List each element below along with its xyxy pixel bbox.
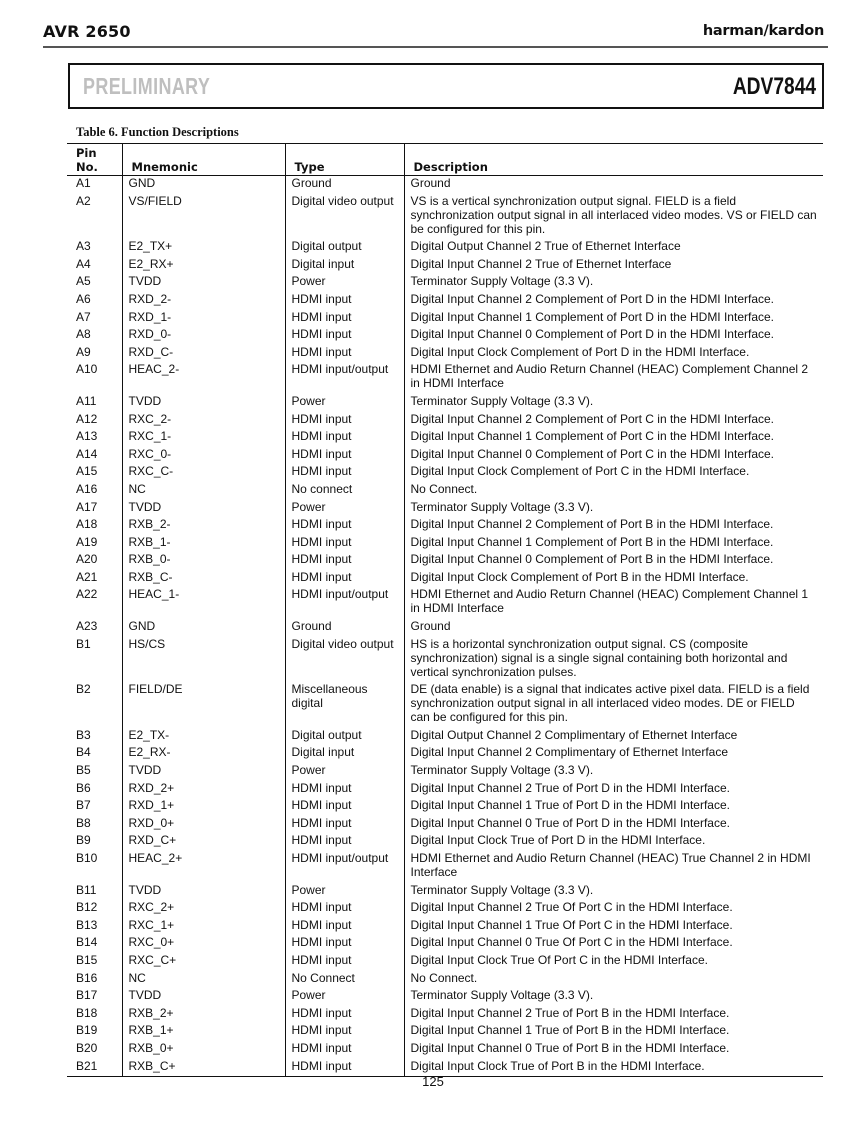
- pin-cell: B20: [76, 1040, 98, 1055]
- description-cell: Digital Input Channel 1 Complement of Port D in the HDMI Interface.: [404, 310, 823, 328]
- type-cell: HDMI input: [285, 833, 404, 851]
- header-mnemonic: Mnemonic: [122, 144, 285, 176]
- description-cell: No Connect.: [404, 971, 823, 989]
- mnemonic-cell: RXB_C-: [122, 570, 285, 588]
- mnemonic-cell: RXB_2-: [122, 517, 285, 535]
- table-row: [67, 345, 823, 363]
- mnemonic-cell: HEAC_1-: [122, 587, 285, 619]
- type-cell: Power: [285, 763, 404, 781]
- type-cell: Digital video output: [285, 637, 404, 683]
- type-cell: HDMI input: [285, 327, 404, 345]
- mnemonic-cell: TVDD: [122, 763, 285, 781]
- description-cell: HS is a horizontal synchronization output signal. CS (composite synchronization) signal is a single signal containing both horizontal and vertical synchronization pulses.: [404, 637, 823, 683]
- pin-cell: B8: [76, 815, 91, 830]
- description-cell: Digital Input Clock True Of Port C in the HDMI Interface.: [404, 953, 823, 971]
- type-cell: HDMI input: [285, 1041, 404, 1059]
- mnemonic-cell: RXC_2-: [122, 412, 285, 430]
- mnemonic-cell: E2_RX-: [122, 745, 285, 763]
- type-cell: HDMI input: [285, 570, 404, 588]
- table-row: [67, 394, 823, 412]
- table-row: [67, 274, 823, 292]
- mnemonic-cell: FIELD/DE: [122, 682, 285, 728]
- mnemonic-cell: RXC_1-: [122, 429, 285, 447]
- type-cell: HDMI input: [285, 1006, 404, 1024]
- type-cell: HDMI input: [285, 464, 404, 482]
- mnemonic-cell: HEAC_2-: [122, 362, 285, 394]
- description-cell: Digital Input Channel 2 True of Port D in the HDMI Interface.: [404, 781, 823, 799]
- mnemonic-cell: RXC_0-: [122, 447, 285, 465]
- brand-logo: harman/kardon: [702, 23, 824, 39]
- description-cell: Digital Input Channel 0 Complement of Port B in the HDMI Interface.: [404, 552, 823, 570]
- mnemonic-cell: RXD_1+: [122, 798, 285, 816]
- mnemonic-cell: RXB_1+: [122, 1023, 285, 1041]
- pin-cell: A19: [76, 534, 98, 549]
- type-cell: Power: [285, 500, 404, 518]
- pin-cell: A11: [76, 393, 97, 408]
- table-row: [67, 883, 823, 901]
- description-cell: Terminator Supply Voltage (3.3 V).: [404, 274, 823, 292]
- type-cell: HDMI input/output: [285, 362, 404, 394]
- pin-cell: B9: [76, 833, 91, 848]
- table-row: [67, 816, 823, 834]
- table-row: [67, 745, 823, 763]
- table-row: [67, 953, 823, 971]
- mnemonic-cell: RXB_C+: [122, 1059, 285, 1077]
- table-row: [67, 798, 823, 816]
- mnemonic-cell: RXD_C+: [122, 833, 285, 851]
- type-cell: HDMI input: [285, 900, 404, 918]
- type-cell: Digital video output: [285, 194, 404, 240]
- mnemonic-cell: GND: [122, 619, 285, 637]
- pin-cell: B16: [76, 970, 98, 985]
- description-cell: HDMI Ethernet and Audio Return Channel (HEAC) Complement Channel 1 in HDMI Interface: [404, 587, 823, 619]
- table-row: [67, 310, 823, 328]
- mnemonic-cell: RXD_2-: [122, 292, 285, 310]
- description-cell: Digital Input Clock True of Port B in the HDMI Interface.: [404, 1059, 823, 1077]
- pin-cell: A3: [76, 239, 91, 254]
- mnemonic-cell: HEAC_2+: [122, 851, 285, 883]
- description-cell: Ground: [404, 619, 823, 637]
- table-row: [67, 851, 823, 883]
- type-cell: Digital output: [285, 728, 404, 746]
- description-cell: Digital Input Channel 1 Complement of Port C in the HDMI Interface.: [404, 429, 823, 447]
- type-cell: HDMI input/output: [285, 851, 404, 883]
- pin-cell: A2: [76, 193, 91, 208]
- pin-cell: A14: [76, 446, 98, 461]
- type-cell: HDMI input: [285, 798, 404, 816]
- table-caption: Table 6. Function Descriptions: [76, 125, 239, 139]
- type-cell: Miscellaneous digital: [285, 682, 404, 728]
- table-row: [67, 971, 823, 989]
- pin-cell: A6: [76, 291, 91, 306]
- description-cell: Terminator Supply Voltage (3.3 V).: [404, 763, 823, 781]
- pin-cell: B11: [76, 882, 97, 897]
- description-cell: Digital Input Channel 2 True of Port B in the HDMI Interface.: [404, 1006, 823, 1024]
- table-row: [67, 570, 823, 588]
- description-cell: Digital Input Channel 1 Complement of Port B in the HDMI Interface.: [404, 535, 823, 553]
- description-cell: Terminator Supply Voltage (3.3 V).: [404, 988, 823, 1006]
- type-cell: HDMI input/output: [285, 587, 404, 619]
- description-cell: Terminator Supply Voltage (3.3 V).: [404, 394, 823, 412]
- pin-cell: A13: [76, 429, 98, 444]
- type-cell: HDMI input: [285, 918, 404, 936]
- table-row: [67, 1023, 823, 1041]
- table-row: [67, 429, 823, 447]
- type-cell: No connect: [285, 482, 404, 500]
- type-cell: Power: [285, 394, 404, 412]
- pin-cell: A22: [76, 587, 98, 602]
- pin-cell: A16: [76, 481, 98, 496]
- type-cell: HDMI input: [285, 517, 404, 535]
- table-row: [67, 935, 823, 953]
- page-number: 125: [422, 1074, 444, 1089]
- type-cell: Ground: [285, 619, 404, 637]
- mnemonic-cell: HS/CS: [122, 637, 285, 683]
- description-cell: Digital Input Channel 1 True of Port B in the HDMI Interface.: [404, 1023, 823, 1041]
- description-cell: Digital Input Channel 0 True Of Port C in the HDMI Interface.: [404, 935, 823, 953]
- pin-cell: B1: [76, 636, 91, 651]
- mnemonic-cell: RXD_0+: [122, 816, 285, 834]
- mnemonic-cell: RXD_2+: [122, 781, 285, 799]
- table-row: [67, 535, 823, 553]
- type-cell: HDMI input: [285, 535, 404, 553]
- table-row: [67, 763, 823, 781]
- type-cell: Ground: [285, 176, 404, 194]
- type-cell: HDMI input: [285, 953, 404, 971]
- type-cell: HDMI input: [285, 816, 404, 834]
- description-cell: Digital Input Channel 0 Complement of Port D in the HDMI Interface.: [404, 327, 823, 345]
- mnemonic-cell: RXC_C+: [122, 953, 285, 971]
- pin-cell: B15: [76, 952, 98, 967]
- pin-cell: A5: [76, 274, 91, 289]
- pin-cell: B18: [76, 1005, 98, 1020]
- pin-cell: B5: [76, 763, 91, 778]
- type-cell: No Connect: [285, 971, 404, 989]
- page-header: [43, 20, 828, 48]
- description-cell: No Connect.: [404, 482, 823, 500]
- mnemonic-cell: TVDD: [122, 500, 285, 518]
- table-row: [67, 728, 823, 746]
- description-cell: Digital Input Channel 2 Complimentary of Ethernet Interface: [404, 745, 823, 763]
- mnemonic-cell: VS/FIELD: [122, 194, 285, 240]
- table-row: [67, 517, 823, 535]
- description-cell: Terminator Supply Voltage (3.3 V).: [404, 883, 823, 901]
- pin-cell: B13: [76, 917, 98, 932]
- description-cell: Digital Output Channel 2 True of Ethernet Interface: [404, 239, 823, 257]
- table-row: [67, 194, 823, 240]
- preliminary-label: PRELIMINARY: [83, 73, 211, 99]
- description-cell: HDMI Ethernet and Audio Return Channel (HEAC) Complement Channel 2 in HDMI Interface: [404, 362, 823, 394]
- table-row: [67, 781, 823, 799]
- description-cell: Digital Input Clock Complement of Port B in the HDMI Interface.: [404, 570, 823, 588]
- pin-cell: B12: [76, 900, 98, 915]
- table-row: [67, 900, 823, 918]
- mnemonic-cell: E2_RX+: [122, 257, 285, 275]
- type-cell: Power: [285, 274, 404, 292]
- description-cell: Ground: [404, 176, 823, 194]
- datasheet-banner: [68, 63, 824, 109]
- mnemonic-cell: RXB_1-: [122, 535, 285, 553]
- pin-cell: A15: [76, 464, 98, 479]
- mnemonic-cell: RXB_0+: [122, 1041, 285, 1059]
- type-cell: HDMI input: [285, 429, 404, 447]
- pin-cell: B14: [76, 935, 98, 950]
- type-cell: HDMI input: [285, 292, 404, 310]
- pin-cell: B3: [76, 727, 91, 742]
- table-row: [67, 587, 823, 619]
- part-number: ADV7844: [732, 73, 816, 100]
- description-cell: Digital Input Channel 2 True Of Port C in the HDMI Interface.: [404, 900, 823, 918]
- type-cell: HDMI input: [285, 345, 404, 363]
- description-cell: DE (data enable) is a signal that indicates active pixel data. FIELD is a field synchronization output signal in all interlaced video modes. DE or FIELD can be configured for this pin.: [404, 682, 823, 728]
- pin-cell: A17: [76, 499, 98, 514]
- description-cell: Terminator Supply Voltage (3.3 V).: [404, 500, 823, 518]
- pin-cell: A9: [76, 344, 91, 359]
- header-pin: Pin No.: [76, 146, 98, 174]
- description-cell: Digital Input Channel 1 True Of Port C in the HDMI Interface.: [404, 918, 823, 936]
- mnemonic-cell: NC: [122, 482, 285, 500]
- pin-cell: A21: [76, 569, 98, 584]
- mnemonic-cell: TVDD: [122, 394, 285, 412]
- description-cell: Digital Output Channel 2 Complimentary of Ethernet Interface: [404, 728, 823, 746]
- pin-cell: B7: [76, 798, 91, 813]
- table-row: [67, 1041, 823, 1059]
- mnemonic-cell: NC: [122, 971, 285, 989]
- mnemonic-cell: GND: [122, 176, 285, 194]
- pin-cell: A12: [76, 411, 98, 426]
- table-row: [67, 239, 823, 257]
- type-cell: Digital input: [285, 257, 404, 275]
- mnemonic-cell: TVDD: [122, 274, 285, 292]
- table-row: [67, 412, 823, 430]
- type-cell: HDMI input: [285, 310, 404, 328]
- description-cell: Digital Input Clock Complement of Port C in the HDMI Interface.: [404, 464, 823, 482]
- type-cell: HDMI input: [285, 552, 404, 570]
- description-cell: Digital Input Channel 0 True of Port B in the HDMI Interface.: [404, 1041, 823, 1059]
- description-cell: Digital Input Channel 2 Complement of Port B in the HDMI Interface.: [404, 517, 823, 535]
- description-cell: Digital Input Channel 0 Complement of Port C in the HDMI Interface.: [404, 447, 823, 465]
- mnemonic-cell: TVDD: [122, 883, 285, 901]
- table-row: [67, 500, 823, 518]
- table-row: [67, 1006, 823, 1024]
- table-header-row: [67, 144, 823, 176]
- table-row: [67, 619, 823, 637]
- table-row: [67, 362, 823, 394]
- description-cell: Digital Input Channel 0 True of Port D in the HDMI Interface.: [404, 816, 823, 834]
- table-row: [67, 447, 823, 465]
- pin-cell: A8: [76, 327, 91, 342]
- type-cell: HDMI input: [285, 412, 404, 430]
- mnemonic-cell: RXB_0-: [122, 552, 285, 570]
- mnemonic-cell: RXC_C-: [122, 464, 285, 482]
- table-row: [67, 292, 823, 310]
- mnemonic-cell: E2_TX-: [122, 728, 285, 746]
- mnemonic-cell: RXB_2+: [122, 1006, 285, 1024]
- pin-cell: B10: [76, 851, 98, 865]
- pin-cell: B21: [76, 1058, 98, 1073]
- pin-cell: A4: [76, 256, 91, 271]
- description-cell: Digital Input Channel 1 True of Port D in the HDMI Interface.: [404, 798, 823, 816]
- description-cell: Digital Input Clock Complement of Port D in the HDMI Interface.: [404, 345, 823, 363]
- table-row: [67, 988, 823, 1006]
- description-cell: Digital Input Channel 2 Complement of Port C in the HDMI Interface.: [404, 412, 823, 430]
- pin-cell: B17: [76, 988, 98, 1003]
- description-cell: Digital Input Channel 2 Complement of Port D in the HDMI Interface.: [404, 292, 823, 310]
- table-row: [67, 327, 823, 345]
- table-row: [67, 257, 823, 275]
- mnemonic-cell: RXD_1-: [122, 310, 285, 328]
- table-row: [67, 464, 823, 482]
- mnemonic-cell: TVDD: [122, 988, 285, 1006]
- pin-cell: B19: [76, 1023, 98, 1038]
- table-body: [67, 176, 823, 1077]
- table-row: [67, 637, 823, 683]
- type-cell: HDMI input: [285, 447, 404, 465]
- mnemonic-cell: E2_TX+: [122, 239, 285, 257]
- type-cell: HDMI input: [285, 935, 404, 953]
- header-description: Description: [404, 144, 823, 176]
- pin-cell: A18: [76, 517, 98, 532]
- type-cell: Digital input: [285, 745, 404, 763]
- pin-cell: A10: [76, 362, 98, 377]
- mnemonic-cell: RXD_0-: [122, 327, 285, 345]
- table-row: [67, 552, 823, 570]
- table-row: [67, 682, 823, 728]
- function-descriptions-table: [67, 143, 823, 1077]
- pin-cell: B6: [76, 780, 91, 795]
- type-cell: HDMI input: [285, 1059, 404, 1077]
- mnemonic-cell: RXC_1+: [122, 918, 285, 936]
- type-cell: HDMI input: [285, 1023, 404, 1041]
- type-cell: HDMI input: [285, 781, 404, 799]
- description-cell: Digital Input Channel 2 True of Ethernet Interface: [404, 257, 823, 275]
- table-row: [67, 482, 823, 500]
- mnemonic-cell: RXC_0+: [122, 935, 285, 953]
- pin-cell: A23: [76, 619, 98, 634]
- pin-cell: A20: [76, 552, 98, 567]
- product-model: AVR 2650: [43, 22, 131, 41]
- type-cell: Power: [285, 883, 404, 901]
- description-cell: HDMI Ethernet and Audio Return Channel (HEAC) True Channel 2 in HDMI Interface: [404, 851, 823, 883]
- table-row: [67, 833, 823, 851]
- mnemonic-cell: RXD_C-: [122, 345, 285, 363]
- table-row: [67, 918, 823, 936]
- type-cell: Digital output: [285, 239, 404, 257]
- pin-cell: B2: [76, 682, 91, 697]
- description-cell: VS is a vertical synchronization output signal. FIELD is a field synchronization output signal in all interlaced video modes. VS or FIELD can be configured for this pin.: [404, 194, 823, 240]
- mnemonic-cell: RXC_2+: [122, 900, 285, 918]
- description-cell: Digital Input Clock True of Port D in the HDMI Interface.: [404, 833, 823, 851]
- pin-cell: A1: [76, 176, 91, 190]
- pin-cell: B4: [76, 745, 91, 760]
- table-row: [67, 176, 823, 194]
- pin-cell: A7: [76, 309, 91, 324]
- type-cell: Power: [285, 988, 404, 1006]
- header-type: Type: [285, 144, 404, 176]
